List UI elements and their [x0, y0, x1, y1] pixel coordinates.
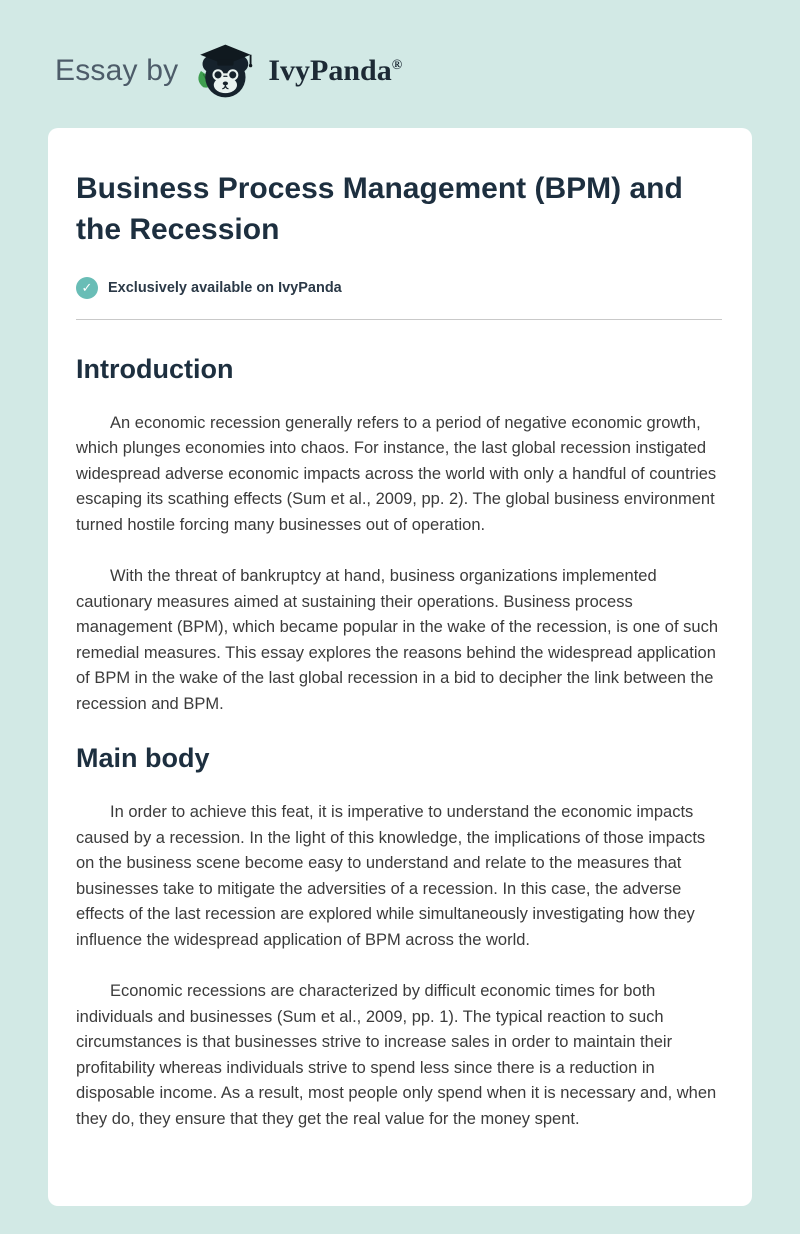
check-icon: ✓ [76, 277, 98, 299]
section-introduction [76, 354, 722, 718]
brand-name [268, 54, 402, 88]
paragraph: Economic recessions are characterized by difficult economic times for both individuals and businesses (Sum et al., 2009, pp. 1). The typical reaction to such circumstances is that businesses strive to increase sales in order to maintain their profitability whereas individuals strive to spend less since there is a reduction in disposable income. As a result, most people only spend when it is necessary and, when they do, they ensure that they get the real value for the money spent. [76, 982, 717, 1128]
divider [76, 319, 722, 320]
site-header [0, 0, 800, 128]
section-heading-introduction: Introduction [76, 353, 234, 384]
section-heading-main-body: Main body [76, 743, 210, 774]
ivypanda-logo-link[interactable] [194, 40, 402, 102]
paragraph: An economic recession generally refers to a period of negative economic growth, which plunges economies into chaos. For instance, the last global recession instigated widespread adverse economic impacts across the world with only a handful of countries escaping its scathing effects (Sum et al., 2009, pp. 2). The global business environment turned hostile forcing many businesses out of operation. [76, 413, 717, 534]
essay-by-label: Essay by [55, 54, 179, 87]
page-title: Business Process Management (BPM) and the Recession [76, 172, 683, 247]
availability-badge [76, 277, 722, 299]
section-main-body [76, 743, 722, 1132]
paragraph: With the threat of bankruptcy at hand, business organizations implemented cautionary measures aimed at sustaining their operations. Business process management (BPM), which became popular in the wake of the recession, is one of such remedial measures. This essay explores the reasons behind the widespread application of BPM in the wake of the last global recession in a bid to decipher the link between the recession and BPM. [76, 567, 719, 713]
brand-text: IvyPanda [268, 54, 392, 87]
panda-graduation-cap-icon [194, 40, 256, 102]
paragraph: In order to achieve this feat, it is imperative to understand the economic impacts caused by a recession. In the light of this knowledge, the implications of those impacts on the business scene become easy to understand and relate to the measures that businesses take to mitigate the adversities of a recession. In this case, the adverse effects of the last recession are explored while simultaneously investigating how they influence the widespread application of BPM across the world. [76, 803, 706, 949]
registered-mark: ® [391, 58, 403, 73]
essay-card [48, 128, 752, 1206]
availability-badge-label: Exclusively available on IvyPanda [108, 279, 342, 296]
